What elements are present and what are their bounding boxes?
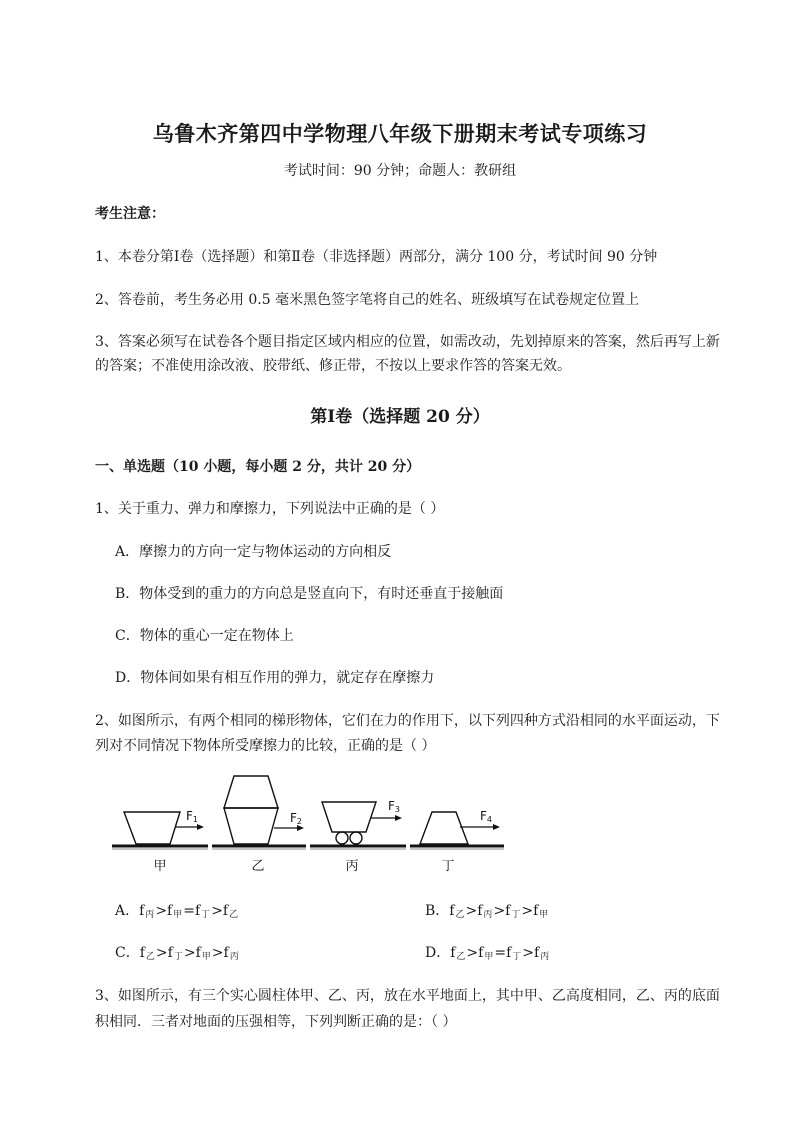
q1-option-d: D．物体间如果有相互作用的弹力，就定存在摩擦力 <box>115 670 435 686</box>
q1-option-c: C．物体的重心一定在物体上 <box>115 628 294 644</box>
q3-stem-line1: 3、如图所示，有三个实心圆柱体甲、乙、丙，放在水平地面上，其中甲、乙高度相同，乙、丙的底面 <box>95 988 720 1004</box>
q2-option-a: A．$f_丙>f_甲=f_丁>f_乙$ <box>115 903 239 920</box>
trapezoid-yi-top <box>224 776 278 808</box>
trapezoid-jia <box>124 812 180 844</box>
notice-item-3-cont: 的答案；不准使用涂改液、胶带纸、修正带，不按以上要求作答的答案无效。 <box>95 358 571 374</box>
q2-figure <box>108 772 512 880</box>
q3-stem-line2: 积相同．三者对地面的压强相等，下列判断正确的是：（ ） <box>95 1014 457 1030</box>
label-ding: 丁 <box>441 859 455 874</box>
force-f1-label: F1 <box>186 809 198 824</box>
trapezoid-bing <box>322 802 376 832</box>
q2-option-b: B．$f_乙>f_丙>f_丁>f_甲$ <box>425 903 549 920</box>
q2-stem-line2: 列对不同情况下物体所受摩擦力的比较，正确的是（ ） <box>95 738 436 754</box>
label-bing: 丙 <box>345 859 359 874</box>
q1-option-b: B．物体受到的重力的方向总是竖直向下，有时还垂直于接触面 <box>115 586 504 602</box>
section-title: 第Ⅰ卷（选择题 20 分） <box>310 407 490 427</box>
notice-item-2: 2、答卷前，考生务必用 0.5 毫米黑色签字笔将自己的姓名、班级填写在试卷规定位置上 <box>95 292 640 308</box>
exam-info: 考试时间：90 分钟；命题人：教研组 <box>283 163 517 179</box>
notice-heading: 考生注意： <box>95 206 165 222</box>
part-heading: 一、单选题（10 小题，每小题 2 分，共计 20 分） <box>95 459 421 475</box>
label-jia: 甲 <box>153 859 167 874</box>
q2-option-d: D．$f_乙>f_甲=f_丁>f_丙$ <box>425 945 550 962</box>
force-f4-label: F4 <box>480 809 492 824</box>
q2-option-c: C．$f_乙>f_丁>f_甲>f_丙$ <box>115 945 239 962</box>
q1-option-a: A．摩擦力的方向一定与物体运动的方向相反 <box>115 544 392 560</box>
roller <box>350 832 362 844</box>
q2-stem-line1: 2、如图所示，有两个相同的梯形物体，它们在力的作用下，以下列四种方式沿相同的水平面运动，下 <box>95 713 720 729</box>
label-yi: 乙 <box>251 859 265 874</box>
notice-item-1: 1、本卷分第Ⅰ卷（选择题）和第Ⅱ卷（非选择题）两部分，满分 100 分，考试时间 90 分钟 <box>95 249 658 265</box>
notice-item-3: 3、答案必须写在试卷各个题目指定区域内相应的位置，如需改动，先划掉原来的答案，然后再写上新 <box>95 334 720 350</box>
trapezoid-yi-bottom <box>224 808 278 844</box>
q1-stem: 1、关于重力、弹力和摩擦力，下列说法中正确的是（ ） <box>95 501 445 517</box>
page-title: 乌鲁木齐第四中学物理八年级下册期末考试专项练习 <box>152 121 648 146</box>
trapezoid-ding <box>420 812 468 844</box>
roller <box>336 832 348 844</box>
force-f3-label: F3 <box>388 799 400 814</box>
force-f2-label: F2 <box>290 811 302 826</box>
